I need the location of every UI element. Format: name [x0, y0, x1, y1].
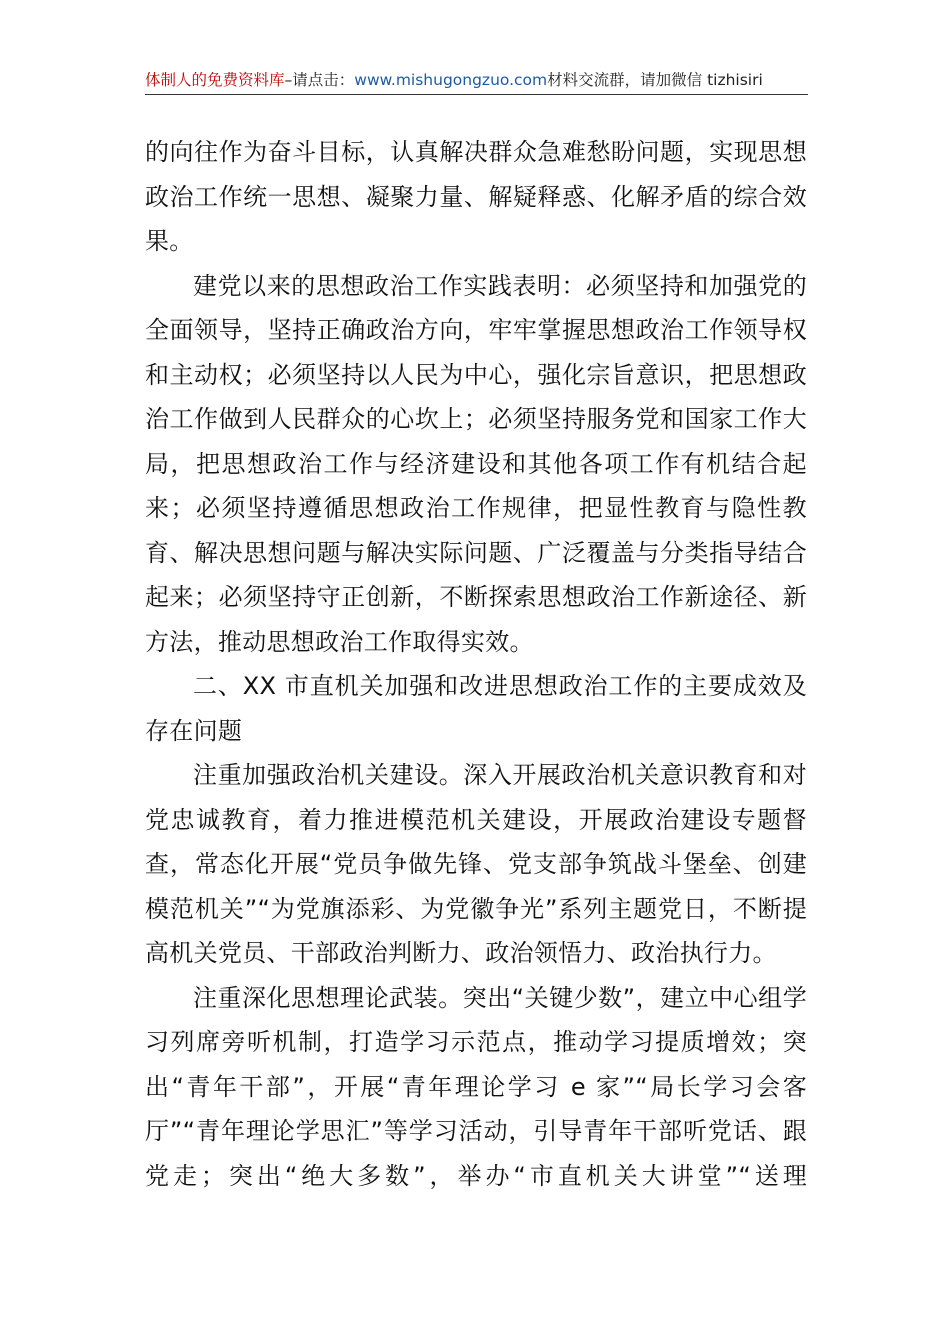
- paragraph-theory-armament: 注重深化思想理论武装。突出“关键少数”，建立中心组学习列席旁听机制，打造学习示范点，推动学习提质增效；突出“青年干部”，开展“青年理论学习 e 家”“局长学习会客厅”“青年理论学思汇”等学习活动，引导青年干部听党话、跟党走；突出“绝大多数”，举办“市直机关大讲堂”“送理: [145, 983, 807, 1190]
- paragraph-practice-summary: 建党以来的思想政治工作实践表明：必须坚持和加强党的全面领导，坚持正确政治方向，牢牢掌握思想政治工作领导权和主动权；必须坚持以人民为中心，强化宗旨意识，把思想政治工作做到人民群众的心坎上；必须坚持服务党和国家工作大局，把思想政治工作与经济建设和其他各项工作有机结合起来；必须坚持遵循思想政治工作规律，把显性教育与隐性教育、解决思想问题与解决实际问题、广泛覆盖与分类指导结合起来；必须坚持守正创新，不断探索思想政治工作新途径、新方法，推动思想政治工作取得实效。: [145, 271, 807, 656]
- section-heading: 二、XX 市直机关加强和改进思想政治工作的主要成效及存在问题: [145, 672, 807, 745]
- paragraph-continued: 的向往作为奋斗目标，认真解决群众急难愁盼问题，实现思想政治工作统一思想、凝聚力量、解疑释惑、化解矛盾的综合效果。: [145, 138, 807, 255]
- paragraph-political-building: 注重加强政治机关建设。深入开展政治机关意识教育和对党忠诚教育，着力推进模范机关建设，开展政治建设专题督查，常态化开展“党员争做先锋、党支部争筑战斗堡垒、创建模范机关”“为党旗添彩、为党徽争光”系列主题党日，不断提高机关党员、干部政治判断力、政治领悟力、政治执行力。: [145, 761, 807, 967]
- header-library-name: 体制人的免费资料库: [145, 71, 285, 89]
- header-wechat-note: 材料交流群，请加微信 tizhisiri: [547, 71, 763, 89]
- document-body: [145, 130, 807, 1198]
- header-prompt: –请点击：: [284, 71, 355, 89]
- page-header: [145, 68, 808, 95]
- header-link[interactable]: www.mishugongzuo.com: [354, 71, 548, 89]
